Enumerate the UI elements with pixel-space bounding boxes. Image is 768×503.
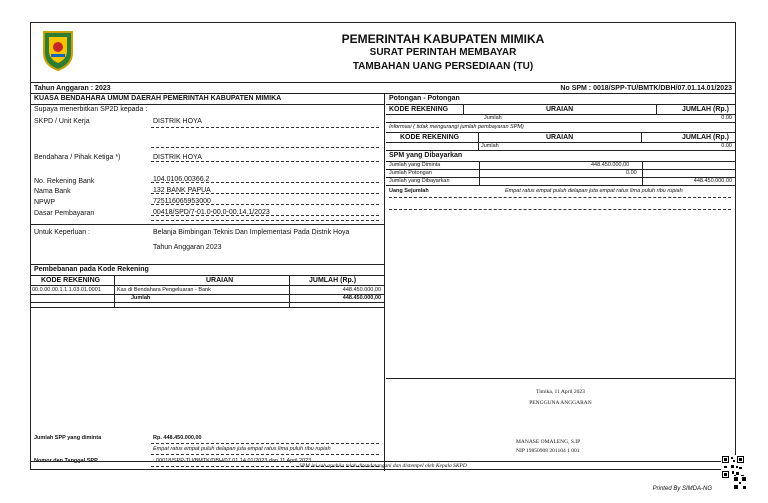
- col-jumlah: JUMLAH (Rp.): [309, 277, 357, 284]
- divider: [31, 294, 385, 295]
- info-bar: [31, 84, 735, 94]
- field-value-npwp: 725116065953000: [153, 198, 211, 205]
- divider: [386, 132, 735, 133]
- signer-role: PENGGUNA ANGGARAN: [529, 400, 592, 406]
- col-divider: [642, 161, 643, 185]
- untuk-line-1: Belanja Bimbingan Teknis Dan Implementasi Pada Distrik Hoya: [153, 229, 350, 236]
- dotted-line: [151, 147, 379, 148]
- right-column: [386, 94, 735, 471]
- col-divider: [114, 275, 115, 308]
- divider: [31, 104, 385, 105]
- spm-row-value: 0.00: [626, 170, 637, 176]
- divider: [31, 264, 385, 265]
- signer-nip: NIP 19850908 201104 1 001: [516, 448, 580, 454]
- field-value-bank: 132 BANK PAPUA: [153, 187, 211, 194]
- inf-col-uraian: URAIAN: [546, 134, 574, 141]
- jumlah-spp-value: Rp. 448.450.000,00: [153, 435, 202, 441]
- divider: [386, 114, 735, 115]
- uang-sejumlah-label: Uang Sejumlah: [389, 188, 429, 194]
- spm-row-label: Jumlah yang Diminta: [389, 162, 441, 168]
- dotted-line: [151, 443, 379, 444]
- table-total-value: 448.450.000,00: [342, 295, 381, 301]
- inf-jumlah-value: 0.00: [721, 143, 732, 149]
- divider: [386, 122, 735, 123]
- jumlah-spp-label: Jumlah SPP yang diminta: [34, 435, 102, 441]
- spm-document: [30, 22, 736, 470]
- kuasa-bud: KUASA BENDAHARA UMUM DAERAH PEMERINTAH KABUPATEN MIMIKA: [34, 95, 282, 102]
- field-label-rekening: No. Rekening Bank: [34, 178, 95, 185]
- field-value-skpd: DISTRIK HOYA: [153, 118, 202, 125]
- spm-dibayarkan-title: SPM yang Dibayarkan: [389, 152, 463, 159]
- pot-jumlah-label: Jumlah: [484, 115, 502, 121]
- inf-col-jumlah: JUMLAH (Rp.): [681, 134, 729, 141]
- pot-col-uraian: URAIAN: [546, 106, 574, 113]
- divider: [386, 169, 735, 170]
- field-value-dasar: 00418/SPD/7-01.0-00.0-00.14.1/2023: [153, 209, 270, 216]
- header-subtitle: SURAT PERINTAH MEMBAYAR: [369, 47, 517, 58]
- spm-row-label: Jumlah yang Dibayarkan: [389, 178, 450, 184]
- kabupaten-emblem-icon: [41, 29, 75, 71]
- header-subtitle-2: TAMBAHAN UANG PERSEDIAAN (TU): [352, 61, 534, 72]
- place-date: Timika, 11 April 2023: [536, 389, 585, 395]
- dotted-line: [151, 220, 379, 221]
- field-value-rekening: 104.0106.00366.2: [153, 176, 210, 183]
- document-header: [31, 23, 735, 83]
- row-jumlah: 448.450.000,00: [342, 287, 381, 293]
- dotted-line: [151, 161, 379, 162]
- qr-code-small-icon: [733, 476, 747, 490]
- potongan-title: Potongan - Potongan: [389, 95, 460, 102]
- divider: [31, 302, 385, 303]
- divider: [386, 150, 735, 151]
- pot-col-jumlah: JUMLAH (Rp.): [681, 106, 729, 113]
- col-divider: [641, 132, 642, 142]
- nomor-spp-value: : 00018/SPP-TU/BMTK/DBH/07.01.14.01/2023 dan 11 April 2023: [153, 458, 312, 464]
- dotted-line: [151, 454, 379, 455]
- col-divider: [479, 161, 480, 185]
- untuk-line-2: Tahun Anggaran 2023: [153, 244, 222, 251]
- divider: [31, 461, 735, 462]
- field-label-bendahara: Bendahara / Pihak Ketiga *): [34, 154, 121, 161]
- row-kode: 00.0.00.00.1.1.1.03.01.0001: [32, 287, 101, 293]
- tahun-anggaran: Tahun Anggaran : 2023: [34, 85, 111, 92]
- inf-jumlah-label: Jumlah: [481, 143, 499, 149]
- col-kode-rekening: KODE REKENING: [41, 277, 101, 284]
- table-total-label: Jumlah: [131, 295, 151, 301]
- divider: [386, 185, 735, 186]
- divider: [31, 224, 385, 225]
- spm-row-value: 448.450.000.00: [693, 178, 732, 184]
- divider: [31, 285, 385, 286]
- dotted-line: [389, 209, 731, 210]
- col-divider: [289, 275, 290, 308]
- divider: [386, 142, 735, 143]
- informasi-title: Informasi ( tidak mengurangi jumlah pembayaran SPM): [389, 124, 524, 130]
- col-divider: [463, 104, 464, 114]
- pot-jumlah-value: 0.00: [721, 115, 732, 121]
- col-divider: [656, 104, 657, 114]
- uang-sejumlah-value: Empat ratus empat puluh delapan juta empat ratus lima puluh ribu rupiah: [505, 188, 683, 194]
- dotted-line: [151, 127, 379, 128]
- divider: [31, 275, 385, 276]
- printed-by: Printed By SIMDA-NG: [652, 486, 712, 492]
- field-value-bendahara: DISTRIK HOYA: [153, 154, 202, 161]
- header-title: PEMERINTAH KABUPATEN MIMIKA: [341, 32, 545, 46]
- col-uraian: URAIAN: [206, 277, 234, 284]
- pot-col-kode: KODE REKENING: [389, 106, 449, 113]
- field-label-dasar: Dasar Pembayaran: [34, 210, 95, 217]
- col-divider: [478, 132, 479, 150]
- nomor-spp-label: Nomor dan Tanggal SPP: [34, 458, 98, 464]
- divider: [386, 104, 735, 105]
- divider: [31, 307, 385, 308]
- dotted-line: [389, 197, 731, 198]
- supaya-label: Supaya menerbitkan SP2D kepada :: [34, 106, 148, 113]
- untuk-label: Untuk Keperluan :: [34, 229, 91, 236]
- field-label-skpd: SKPD / Unit Kerja: [34, 118, 90, 125]
- nomor-spm: No SPM : 0018/SPP-TU/BMTK/DBH/07.01.14.01/2023: [560, 85, 732, 92]
- pembebanan-title: Pembebanan pada Kode Rekening: [34, 266, 149, 273]
- divider: [386, 378, 735, 379]
- signer-name: MANASE OMALENG, S.IP: [516, 439, 581, 445]
- field-label-bank: Nama Bank: [34, 188, 71, 195]
- spm-row-value: 448.450.000,00: [591, 162, 630, 168]
- left-column: [31, 94, 385, 471]
- spm-row-label: Jumlah Potongan: [389, 170, 432, 176]
- row-uraian: Kas di Bendahara Pengeluaran - Bank: [117, 287, 211, 293]
- inf-col-kode: KODE REKENING: [400, 134, 460, 141]
- jumlah-spp-terbilang: Empat ratus empat puluh delapan juta empat ratus lima puluh ribu rupiah: [153, 446, 331, 452]
- footer-note: SPM ini sah apabila telah ditandatangani dan distempel oleh Kepala SKPD: [299, 463, 467, 469]
- field-label-npwp: NPWP: [34, 199, 55, 206]
